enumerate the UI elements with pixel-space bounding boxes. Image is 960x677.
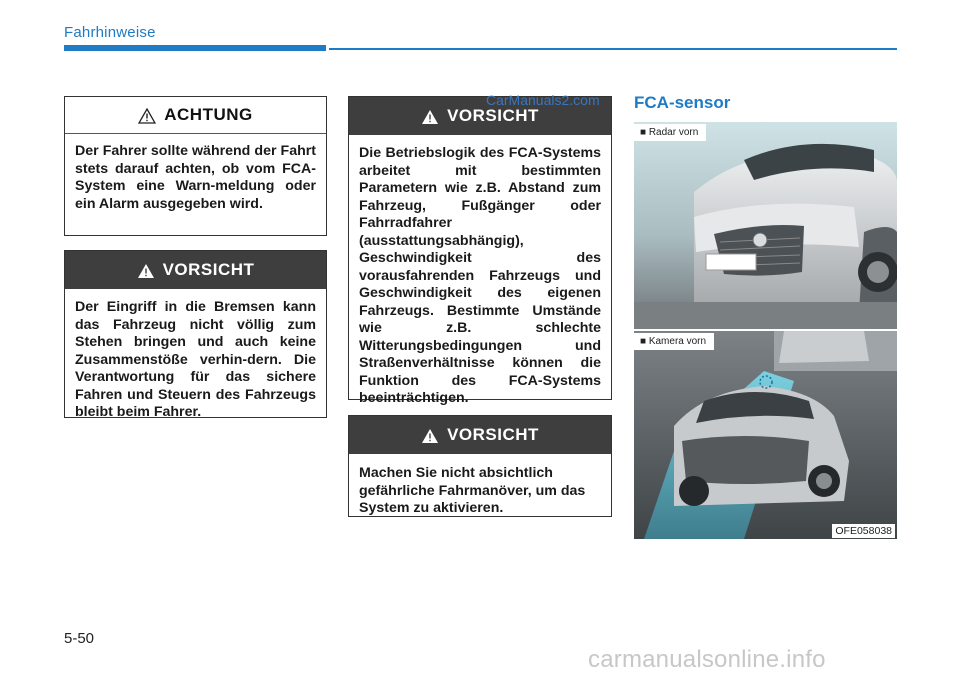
camera-label: ■ Kamera vorn [634,333,714,350]
radar-label: ■ Radar vorn [634,124,706,141]
fca-sensor-title: FCA-sensor [634,93,731,112]
footer-watermark: carmanualsonline.info [588,646,826,673]
vorsicht-header-left [65,251,326,289]
header-rule-thin [329,48,897,50]
camera-photo [634,331,897,539]
car-front-radar-illustration [634,122,897,329]
image-code: OFE058038 [832,524,895,538]
vorsicht-box-middle-2 [348,415,612,517]
vorsicht-text-middle-2: Machen Sie nicht absichtlich gefährliche Fahrmanöver, um das System zu aktivieren. [359,465,586,516]
vorsicht-box-middle-1 [348,96,612,406]
warning-icon [138,108,156,124]
achtung-header [65,97,326,134]
section-title: Fahrhinweise [64,24,156,41]
vorsicht-title-middle-1: VORSICHT [447,106,539,125]
vorsicht-title-left: VORSICHT [162,260,255,279]
vorsicht-title-middle-2: VORSICHT [447,425,539,444]
header-rule-thick [64,45,326,51]
warning-icon [137,263,155,279]
car-front-camera-illustration [634,331,897,539]
warning-icon [421,428,439,444]
achtung-title: ACHTUNG [164,105,253,124]
vorsicht-box-left [64,250,327,418]
warning-icon [421,109,439,125]
achtung-text: Der Fahrer sollte während der Fahrt stets darauf achten, ob vom FCA-System eine Warn-meldung oder ein Alarm ausgegeben wird. [75,143,316,212]
radar-photo [634,122,897,329]
vorsicht-header-middle-2 [349,416,611,454]
page-number: 5-50 [64,630,95,647]
vorsicht-text-left: Der Eingriff in die Bremsen kann das Fahrzeug nicht völlig zum Stehen bringen und auch keine Zusammenstöße verhin-dern. Die Verantwortung für das sichere Fahren und Steuern des Fahrzeugs bleibt beim Fahrer. [75,299,316,420]
watermark: CarManuals2.com [486,92,600,108]
achtung-box [64,96,327,236]
vorsicht-text-middle-1: Die Betriebslogik des FCA-Systems arbeitet mit bestimmten Parametern wie z.B. Abstand zum Fahrzeug, Fußgänger oder Fahrradfahrer (ausstattungsabhängig), Geschwindigkeit des vorausfahrenden Fahrzeugs und Geschwindigkeit des eigenen Fahrzeugs. Bestimmte Umstände wie z.B. schlechte Witterungsbedingungen und Straßenverhältnisse können die Funktion des FCA-Systems beeinträchtigen. [359,145,601,406]
